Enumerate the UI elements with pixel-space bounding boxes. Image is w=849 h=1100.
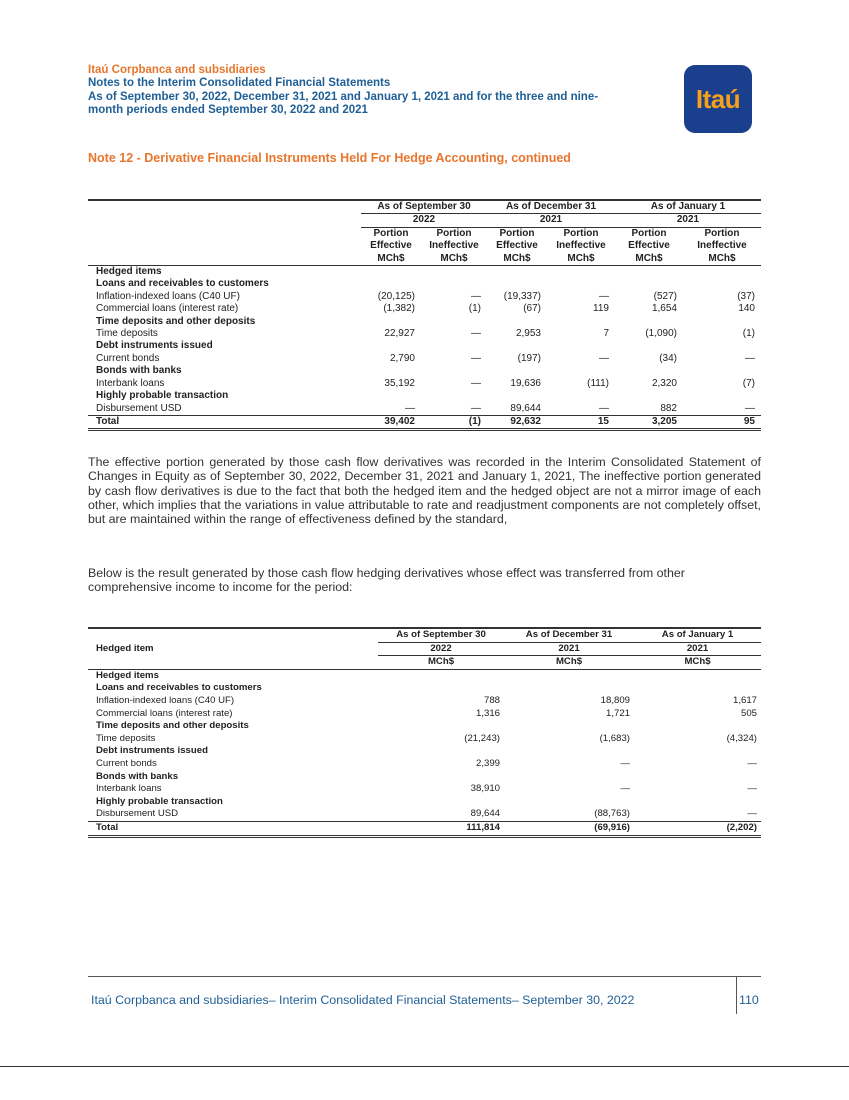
total-value: 39,402	[361, 415, 421, 429]
footer-divider	[88, 976, 761, 977]
header-line-2: As of September 30, 2022, December 31, 2021 and January 1, 2021 and for the three and nine-	[88, 90, 599, 103]
cell-value: 119	[593, 303, 609, 315]
cell-value: 1,721	[605, 707, 630, 719]
portion-label: Portion	[499, 227, 535, 239]
cell-value: 38,910	[470, 783, 500, 795]
page-number: 110	[739, 993, 759, 1007]
table-row	[88, 708, 761, 721]
column-subheader: Effective	[628, 240, 670, 252]
cell-value: 882	[660, 402, 677, 414]
portion-label: Portion	[704, 227, 740, 239]
table-row	[88, 303, 761, 315]
unit-header: MCh$	[487, 253, 547, 266]
cell-value: (1)	[468, 303, 481, 315]
hedged-item-header: Hedged item	[88, 628, 378, 669]
unit-header: MCh$	[421, 253, 487, 266]
total-value: 92,632	[487, 415, 547, 429]
table-row	[88, 733, 761, 746]
hedge-portion-table	[88, 199, 761, 431]
table-row	[88, 695, 761, 708]
total-value: (1)	[421, 415, 487, 429]
section-row	[88, 316, 761, 328]
cell-value: —	[747, 757, 757, 769]
section-label: Bonds with banks	[96, 365, 182, 377]
footer-separator	[736, 976, 737, 1014]
table-row	[88, 808, 761, 821]
row-label: Disbursement USD	[96, 808, 179, 820]
cell-value: —	[471, 328, 481, 340]
section-row	[88, 669, 761, 682]
total-label: Total	[88, 415, 361, 429]
unit-header: MCh$	[547, 253, 615, 266]
company-name: Itaú Corpbanca and subsidiaries	[88, 64, 266, 76]
period-header: As of December 31	[487, 200, 615, 214]
row-label: Current bonds	[96, 757, 157, 769]
cell-value: —	[747, 783, 757, 795]
column-subheader: Effective	[370, 240, 412, 252]
cell-value: 89,644	[470, 808, 500, 820]
note-title: Note 12 - Derivative Financial Instruments Held For Hedge Accounting, continued	[88, 151, 571, 165]
total-value: (69,916)	[504, 821, 634, 836]
cell-value: —	[471, 402, 481, 414]
unit-header: MCh$	[615, 253, 683, 266]
cell-value: 2,790	[389, 352, 415, 364]
cell-value: 19,636	[510, 377, 541, 389]
total-label: Total	[88, 821, 378, 836]
cell-value: (19,337)	[503, 290, 541, 302]
section-label: Bonds with banks	[96, 770, 179, 782]
table-row	[88, 403, 761, 416]
column-subheader: Effective	[496, 240, 538, 252]
page-bottom-divider	[0, 1066, 849, 1067]
cell-value: (4,324)	[726, 732, 757, 744]
cell-value: (197)	[517, 352, 541, 364]
unit-header: MCh$	[634, 656, 761, 670]
hedge-result-table	[88, 627, 761, 838]
cell-value: —	[599, 402, 609, 414]
cell-value: (527)	[653, 290, 677, 302]
document-header	[88, 64, 668, 118]
cell-value: 35,192	[384, 377, 415, 389]
column-subheader: Ineffective	[556, 240, 606, 252]
section-label: Debt instruments issued	[96, 745, 208, 757]
row-label: Commercial loans (interest rate)	[96, 303, 239, 315]
cell-value: (88,763)	[594, 808, 630, 820]
cell-value: —	[745, 402, 755, 414]
period-header: As of September 30	[378, 628, 504, 642]
cell-value: (7)	[742, 377, 755, 389]
cell-value: 18,809	[600, 694, 630, 706]
year-header: 2021	[504, 642, 634, 656]
cell-value: (21,243)	[464, 732, 500, 744]
cell-value: 1,617	[732, 694, 757, 706]
header-line-1: Notes to the Interim Consolidated Financial Statements	[88, 77, 391, 89]
cell-value: (34)	[659, 352, 677, 364]
table-row	[88, 328, 761, 340]
cell-value: 505	[740, 707, 757, 719]
section-row	[88, 365, 761, 377]
total-value: (2,202)	[634, 821, 761, 836]
table-row	[88, 758, 761, 771]
section-row	[88, 266, 761, 279]
header-line-3: month periods ended September 30, 2022 and 2021	[88, 104, 368, 116]
total-value: 111,814	[378, 821, 504, 836]
cell-value: —	[620, 783, 630, 795]
section-row	[88, 682, 761, 695]
row-label: Interbank loans	[96, 377, 165, 389]
section-row	[88, 720, 761, 733]
cell-value: (1,090)	[645, 328, 677, 340]
cell-value: (1)	[742, 328, 755, 340]
cell-value: —	[745, 352, 755, 364]
cell-value: —	[599, 352, 609, 364]
section-row	[88, 771, 761, 784]
cell-value: —	[599, 290, 609, 302]
row-label: Inflation-indexed loans (C40 UF)	[96, 290, 240, 302]
cell-value: (1,382)	[383, 303, 415, 315]
row-label: Disbursement USD	[96, 402, 182, 414]
table-row	[88, 783, 761, 796]
period-header: As of January 1	[615, 200, 761, 214]
section-row	[88, 745, 761, 758]
table-row	[88, 378, 761, 390]
cell-value: (111)	[587, 377, 609, 389]
portion-label: Portion	[436, 227, 472, 239]
column-subheader: Ineffective	[429, 240, 479, 252]
year-header: 2021	[634, 642, 761, 656]
section-row	[88, 278, 761, 290]
cell-value: (67)	[523, 303, 541, 315]
table-row	[88, 353, 761, 365]
period-header: As of September 30	[361, 200, 487, 214]
unit-header: MCh$	[683, 253, 761, 266]
cell-value: (20,125)	[377, 290, 415, 302]
section-label: Time deposits and other deposits	[96, 720, 249, 732]
effective-portion-paragraph: The effective portion generated by those cash flow derivatives was recorded in the Interim Consolidated Statement of Changes in Equity as of September 30, 2022, December 31, 2021 and January 1, 2021, The ineffective portion generated by cash flow derivatives is due to the fact that both the hedged item and the hedged object are not a mirror image of each other, which implies that the variations in value attributable to rate and readjustment components are not completely offset, but are maintained within the range of effectiveness defined by the standard,	[88, 455, 761, 527]
year-header: 2022	[378, 642, 504, 656]
cell-value: (1,683)	[599, 732, 630, 744]
unit-header: MCh$	[378, 656, 504, 670]
section-row	[88, 796, 761, 809]
section-label: Highly probable transaction	[96, 390, 229, 402]
section-label: Hedged items	[88, 266, 361, 279]
section-label: Loans and receivables to customers	[96, 682, 262, 694]
year-header: 2022	[361, 214, 487, 227]
cell-value: 1,654	[651, 303, 677, 315]
result-intro-paragraph: Below is the result generated by those cash flow hedging derivatives whose effect was transferred from other comprehensive income to income for the period:	[88, 566, 685, 595]
period-header: As of December 31	[504, 628, 634, 642]
portion-label: Portion	[631, 227, 667, 239]
row-label: Interbank loans	[96, 783, 162, 795]
section-row	[88, 390, 761, 402]
cell-value: 788	[483, 694, 500, 706]
footer-text: Itaú Corpbanca and subsidiaries– Interim Consolidated Financial Statements– September 30, 2022	[91, 993, 635, 1007]
cell-value: 22,927	[384, 328, 415, 340]
cell-value: —	[471, 377, 481, 389]
section-label: Hedged items	[88, 669, 378, 682]
row-label: Commercial loans (interest rate)	[96, 707, 233, 719]
portion-label: Portion	[563, 227, 599, 239]
section-label: Time deposits and other deposits	[96, 315, 256, 327]
cell-value: —	[471, 352, 481, 364]
cell-value: 2,320	[651, 377, 677, 389]
cell-value: 2,399	[475, 757, 500, 769]
cell-value: —	[620, 757, 630, 769]
table-row	[88, 291, 761, 303]
section-row	[88, 340, 761, 352]
row-label: Current bonds	[96, 352, 160, 364]
cell-value: 140	[738, 303, 755, 315]
year-header: 2021	[615, 214, 761, 227]
unit-header: MCh$	[361, 253, 421, 266]
column-subheader: Ineffective	[697, 240, 747, 252]
cell-value: 1,316	[475, 707, 500, 719]
total-value: 95	[683, 415, 761, 429]
section-label: Debt instruments issued	[96, 340, 213, 352]
total-value: 15	[547, 415, 615, 429]
portion-label: Portion	[373, 227, 409, 239]
cell-value: 2,953	[515, 328, 541, 340]
section-label: Loans and receivables to customers	[96, 278, 269, 290]
cell-value: —	[471, 290, 481, 302]
total-value: 3,205	[615, 415, 683, 429]
row-label: Inflation-indexed loans (C40 UF)	[96, 694, 235, 706]
unit-header: MCh$	[504, 656, 634, 670]
section-label: Highly probable transaction	[96, 795, 223, 807]
cell-value: —	[747, 808, 757, 820]
year-header: 2021	[487, 214, 615, 227]
itau-logo: Itaú	[684, 65, 752, 133]
total-row	[88, 821, 761, 836]
period-header: As of January 1	[634, 628, 761, 642]
cell-value: 89,644	[510, 402, 541, 414]
cell-value: —	[405, 402, 415, 414]
row-label: Time deposits	[96, 732, 156, 744]
total-row	[88, 415, 761, 429]
cell-value: 7	[603, 328, 609, 340]
cell-value: (37)	[737, 290, 755, 302]
row-label: Time deposits	[96, 328, 158, 340]
